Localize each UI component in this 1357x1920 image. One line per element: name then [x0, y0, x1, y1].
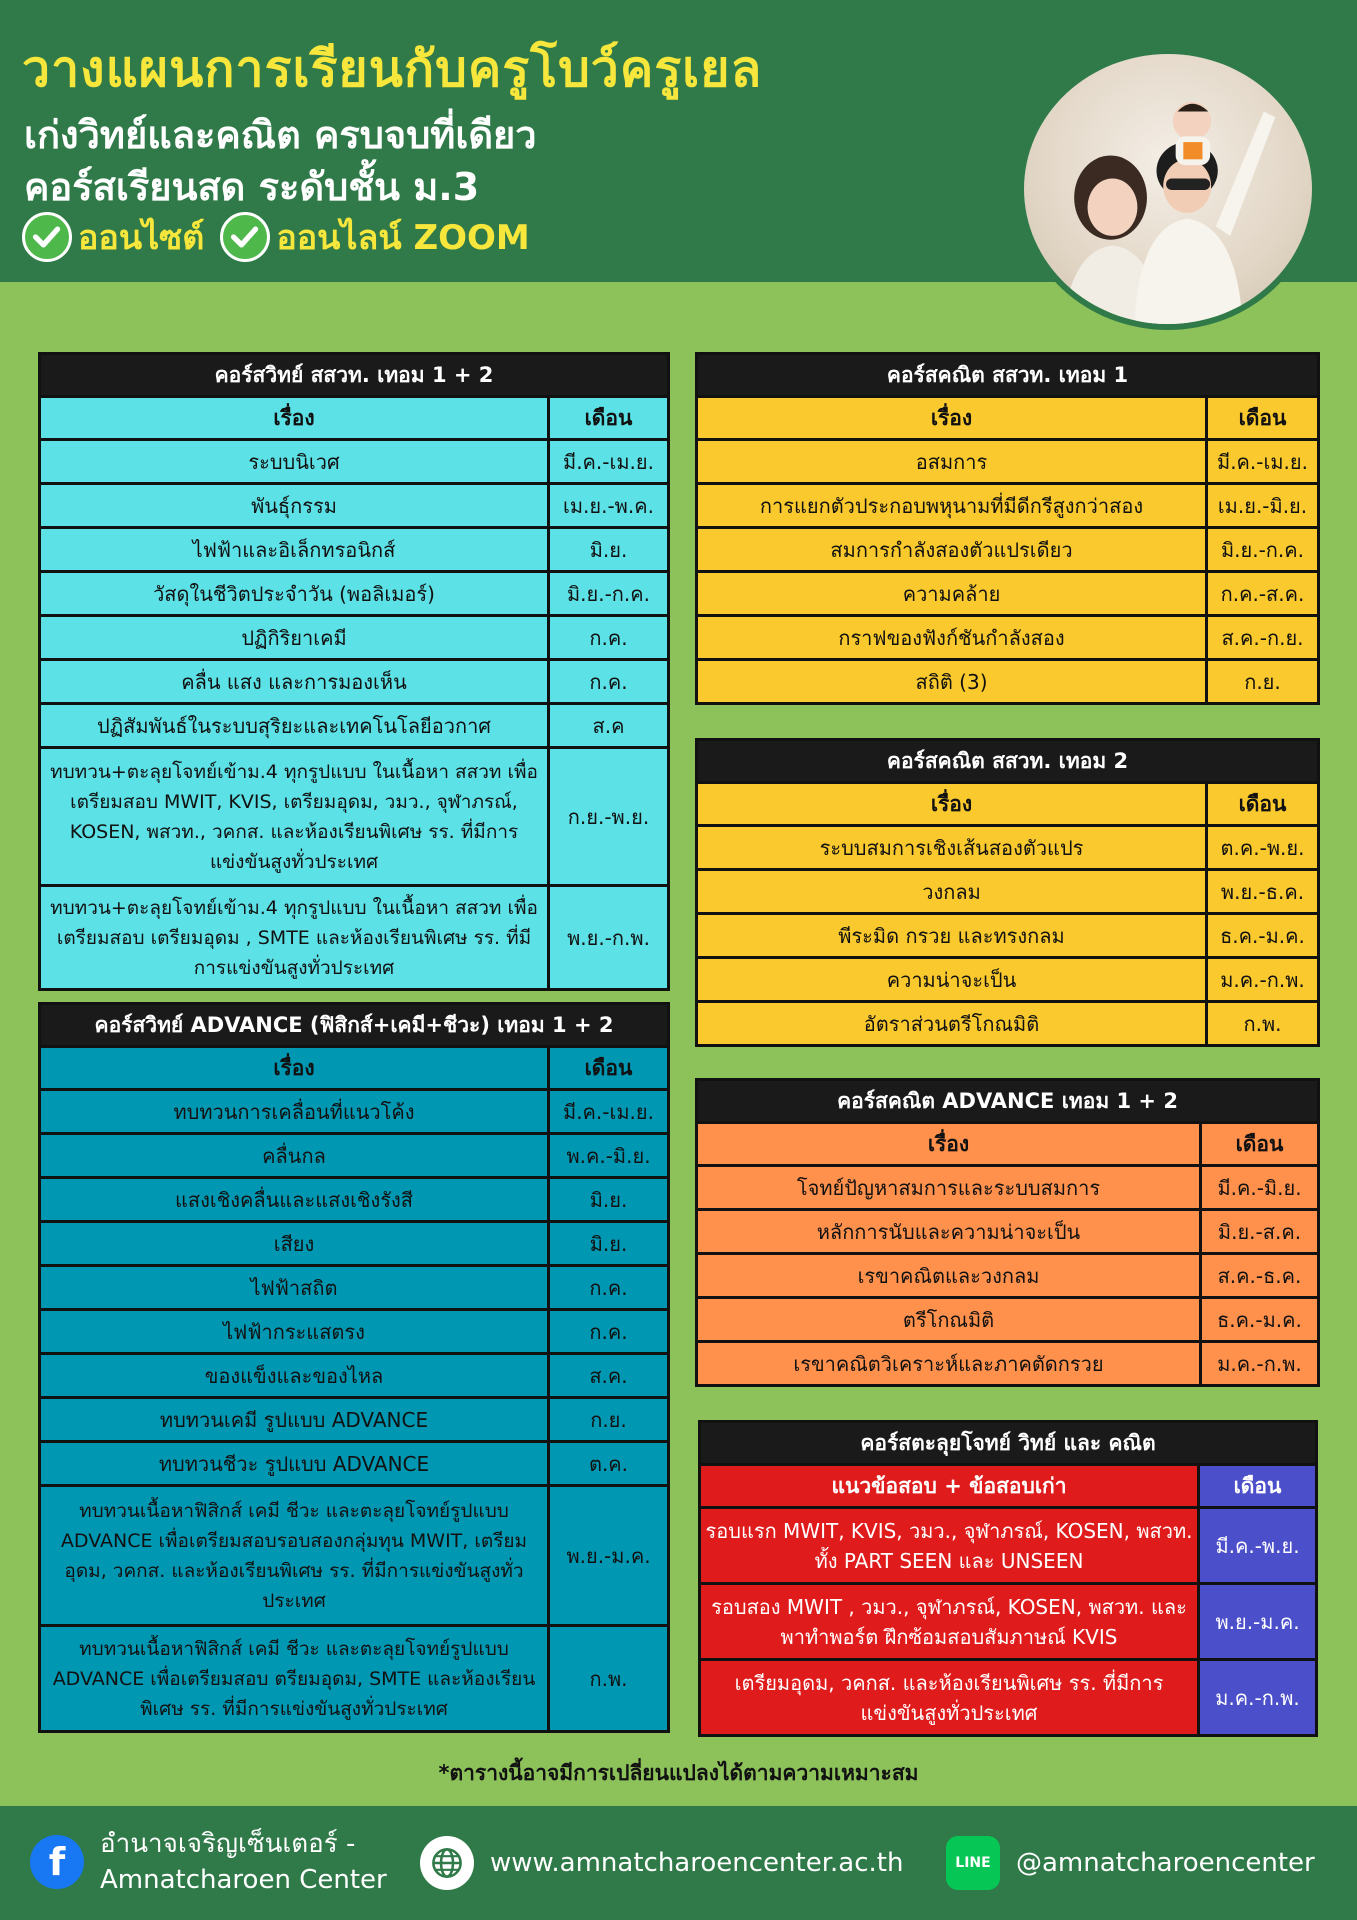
mode-online — [220, 210, 529, 264]
facebook-page-name — [100, 1826, 387, 1898]
column-header-month: เดือน — [1197, 1466, 1315, 1506]
month-cell: ส.ค — [547, 705, 667, 746]
line-id: @amnatcharoencenter — [1016, 1848, 1315, 1878]
topic-cell: สถิติ (3) — [915, 669, 988, 694]
month-cell: มิ.ย.-ก.ค. — [547, 573, 667, 614]
table-title: คอร์สคณิต สสวท. เทอม 2 — [698, 741, 1317, 781]
table-row — [41, 614, 667, 658]
month-cell: มิ.ย. — [547, 1223, 667, 1264]
topic-cell: อัตราส่วนตรีโกณมิติ — [863, 1011, 1040, 1036]
table-row — [698, 1252, 1317, 1296]
table-row — [698, 526, 1317, 570]
month-cell: ต.ค.-พ.ย. — [1205, 827, 1317, 868]
table-header-row — [698, 395, 1317, 438]
topic-cell: พันธุ์กรรม — [251, 493, 337, 518]
line-icon: LINE — [946, 1836, 1000, 1890]
table-title: คอร์สตะลุยโจทย์ วิทย์ และ คณิต — [701, 1423, 1315, 1463]
column-header-month: เดือน — [547, 1048, 667, 1088]
topic-cell: หลักการนับและความน่าจะเป็น — [816, 1219, 1081, 1244]
table-math-term1 — [695, 352, 1320, 705]
table-title: คอร์สคณิต สสวท. เทอม 1 — [698, 355, 1317, 395]
topic-cell: ทบทวนการเคลื่อนที่แนวโค้ง — [173, 1099, 415, 1124]
month-cell: ก.ค. — [547, 661, 667, 702]
column-header-topic: แนวข้อสอบ + ข้อสอบเก่า — [701, 1466, 1197, 1506]
mode-online-label: ออนไลน์ ZOOM — [276, 218, 530, 258]
topic-cell: การแยกตัวประกอบพหุนามที่มีดีกรีสูงกว่าสอง — [759, 493, 1144, 518]
subtitle-2: คอร์สเรียนสด ระดับชั้น ม.3 — [24, 165, 480, 209]
month-cell: ก.พ. — [1205, 1003, 1317, 1044]
month-cell: พ.ย.-ธ.ค. — [1205, 871, 1317, 912]
table-header-row — [698, 781, 1317, 824]
table-row — [698, 1340, 1317, 1384]
topic-cell: วงกลม — [922, 879, 981, 904]
month-cell: มิ.ย.-ก.ค. — [1205, 529, 1317, 570]
topic-cell: เรขาคณิตและวงกลม — [857, 1263, 1040, 1288]
table-row — [698, 658, 1317, 702]
month-cell: ก.ย. — [547, 1399, 667, 1440]
month-cell: เม.ย.-มิ.ย. — [1205, 485, 1317, 526]
topic-cell: เรขาคณิตวิเคราะห์และภาคตัดกรวย — [793, 1351, 1104, 1376]
table-row — [41, 1264, 667, 1308]
month-cell: ส.ค. — [547, 1355, 667, 1396]
facebook-name-line1: อำนาจเจริญเซ็นเตอร์ - — [100, 1829, 356, 1859]
subtitle-1: เก่งวิทย์และคณิต ครบจบที่เดียว — [24, 113, 537, 157]
table-row — [701, 1658, 1315, 1734]
topic-cell: ปฏิสัมพันธ์ในระบบสุริยะและเทคโนโลยีอวกาศ — [97, 713, 491, 738]
topic-cell: อสมการ — [915, 449, 988, 474]
website-link[interactable] — [420, 1836, 903, 1890]
table-header-row — [701, 1463, 1315, 1506]
month-cell: พ.ย.-ก.พ. — [547, 887, 667, 988]
topic-cell: ทบทวนเนื้อหาฟิสิกส์ เคมี ชีวะ และตะลุยโจทย์รูปแบบ ADVANCE เพื่อเตรียมสอบ ตรียมอุดม, SMTE และห้องเรียนพิเศษ รร. ที่มีการแข่งขันสูงทั่วประเทศ — [52, 1637, 536, 1720]
topic-cell: เตรียมอุดม, วคกส. และห้องเรียนพิเศษ รร. ที่มีการแข่งขันสูงทั่วประเทศ — [701, 1661, 1197, 1734]
column-header-month: เดือน — [1205, 398, 1317, 438]
topic-cell: พีระมิด กรวย และทรงกลม — [838, 923, 1065, 948]
line-link[interactable] — [946, 1836, 1315, 1890]
column-header-topic: เรื่อง — [927, 1132, 970, 1156]
topic-cell: ระบบสมการเชิงเส้นสองตัวแปร — [819, 835, 1084, 860]
table-row — [41, 884, 667, 988]
topic-cell: สมการกำลังสองตัวแปรเดียว — [830, 537, 1073, 562]
table-row — [698, 824, 1317, 868]
month-cell: มี.ค.-พ.ย. — [1197, 1509, 1315, 1582]
column-header-month: เดือน — [1205, 784, 1317, 824]
topic-cell: ระบบนิเวศ — [248, 449, 340, 474]
table-row — [41, 526, 667, 570]
month-cell: พ.ย.-ม.ค. — [547, 1487, 667, 1624]
month-cell: เม.ย.-พ.ค. — [547, 485, 667, 526]
topic-cell: ไฟฟ้าสถิต — [250, 1275, 338, 1300]
topic-cell: ทบทวนชีวะ รูปแบบ ADVANCE — [158, 1451, 430, 1476]
table-row — [701, 1506, 1315, 1582]
topic-cell: ของแข็งและของไหล — [204, 1363, 384, 1388]
facebook-icon: f — [30, 1835, 84, 1889]
month-cell: ม.ค.-ก.พ. — [1205, 959, 1317, 1000]
month-cell: ธ.ค.-ม.ค. — [1205, 915, 1317, 956]
topic-cell: วัสดุในชีวิตประจำวัน (พอลิเมอร์) — [153, 581, 435, 606]
check-circle-icon — [22, 212, 72, 262]
table-exam-practice — [698, 1420, 1318, 1737]
month-cell: พ.ค.-มิ.ย. — [547, 1135, 667, 1176]
facebook-name-line2: Amnatcharoen Center — [100, 1865, 387, 1895]
schedule-note: *ตารางนี้อาจมีการเปลี่ยนแปลงได้ตามความเหมาะสม — [438, 1761, 919, 1785]
topic-cell: รอบแรก MWIT, KVIS, วมว., จุฬาภรณ์, KOSEN, พสวท. ทั้ง PART SEEN และ UNSEEN — [701, 1509, 1197, 1582]
month-cell: ม.ค.-ก.พ. — [1197, 1661, 1315, 1734]
column-header-topic: เรื่อง — [930, 406, 973, 430]
globe-icon — [420, 1836, 474, 1890]
month-cell: ส.ค.-ก.ย. — [1205, 617, 1317, 658]
month-cell: ก.ค. — [547, 1311, 667, 1352]
topic-cell: ไฟฟ้าและอิเล็กทรอนิกส์ — [192, 537, 396, 562]
table-math-advance — [695, 1078, 1320, 1387]
column-header-month: เดือน — [1199, 1124, 1317, 1164]
topic-cell: รอบสอง MWIT , วมว., จุฬาภรณ์, KOSEN, พสวท. และพาทำพอร์ต ฝึกซ้อมสอบสัมภาษณ์ KVIS — [701, 1585, 1197, 1658]
topic-cell: ทบทวนเนื้อหาฟิสิกส์ เคมี ชีวะ และตะลุยโจทย์รูปแบบ ADVANCE เพื่อเตรียมสอบรอบสองกลุ่มทุน MWIT, เตรียมอุดม, วคกส. และห้องเรียนพิเศษ รร. ที่มีการแข่งขันสูงทั่วประเทศ — [60, 1499, 528, 1612]
column-header-topic: เรื่อง — [273, 1056, 315, 1080]
topic-cell: ทบทวน+ตะลุยโจทย์เข้าม.4 ทุกรูปแบบ ในเนื้อหา สสวท เพื่อเตรียมสอบ เตรียมอุดม , SMTE และห้องเรียนพิเศษ รร. ที่มีการแข่งขันสูงทั่วประเทศ — [50, 896, 538, 979]
table-science-advance — [38, 1002, 670, 1733]
table-row — [41, 1484, 667, 1624]
topic-cell: ตรีโกณมิติ — [902, 1307, 995, 1332]
table-row — [698, 614, 1317, 658]
month-cell: มิ.ย. — [547, 1179, 667, 1220]
topic-cell: ความน่าจะเป็น — [886, 967, 1017, 992]
table-row — [41, 482, 667, 526]
table-row — [41, 1088, 667, 1132]
month-cell: ก.ค. — [547, 617, 667, 658]
column-header-topic: เรื่อง — [273, 406, 315, 430]
month-cell: มี.ค.-เม.ย. — [547, 441, 667, 482]
learning-modes — [22, 210, 540, 264]
mode-onsite — [22, 210, 204, 264]
table-row — [698, 482, 1317, 526]
table-row — [41, 1352, 667, 1396]
table-header-row — [41, 1045, 667, 1088]
month-cell: มี.ค.-มิ.ย. — [1199, 1167, 1317, 1208]
topic-cell: กราฟของฟังก์ชันกำลังสอง — [838, 625, 1065, 650]
table-title: คอร์สวิทย์ ADVANCE (ฟิสิกส์+เคมี+ชีวะ) เทอม 1 + 2 — [41, 1005, 667, 1045]
mode-onsite-label: ออนไซต์ — [78, 218, 205, 258]
table-row — [41, 1176, 667, 1220]
table-row — [41, 658, 667, 702]
topic-cell: โจทย์ปัญหาสมการและระบบสมการ — [796, 1175, 1101, 1200]
month-cell: พ.ย.-ม.ค. — [1197, 1585, 1315, 1658]
topic-cell: ปฏิกิริยาเคมี — [241, 625, 347, 650]
column-header-month: เดือน — [547, 398, 667, 438]
topic-cell: ทบทวนเคมี รูปแบบ ADVANCE — [159, 1407, 429, 1432]
month-cell: มี.ค.-เม.ย. — [1205, 441, 1317, 482]
table-header-row — [41, 395, 667, 438]
table-row — [41, 1220, 667, 1264]
page-title: วางแผนการเรียนกับครูโบว์ครูเยล — [22, 40, 763, 98]
month-cell: มิ.ย. — [547, 529, 667, 570]
month-cell: ธ.ค.-ม.ค. — [1199, 1299, 1317, 1340]
website-url: www.amnatcharoencenter.ac.th — [490, 1848, 904, 1878]
table-math-term2 — [695, 738, 1320, 1047]
month-cell: ก.ค. — [547, 1267, 667, 1308]
table-row — [698, 1164, 1317, 1208]
month-cell: ม.ค.-ก.พ. — [1199, 1343, 1317, 1384]
table-row — [698, 956, 1317, 1000]
topic-cell: ความคล้าย — [902, 581, 1001, 606]
column-header-topic: เรื่อง — [930, 792, 973, 816]
table-row — [41, 1132, 667, 1176]
table-header-row — [698, 1121, 1317, 1164]
footer — [0, 1806, 1357, 1920]
table-science-basic — [38, 352, 670, 991]
table-title: คอร์สวิทย์ สสวท. เทอม 1 + 2 — [41, 355, 667, 395]
table-row — [41, 702, 667, 746]
table-row — [41, 1396, 667, 1440]
table-row — [698, 570, 1317, 614]
topic-cell: ทบทวน+ตะลุยโจทย์เข้าม.4 ทุกรูปแบบ ในเนื้อหา สสวท เพื่อเตรียมสอบ MWIT, KVIS, เตรียมอุดม, วมว., จุฬาภรณ์, KOSEN, พสวท., วคกส. และห้องเรียนพิเศษ รร. ที่มีการแข่งขันสูงทั่วประเทศ — [50, 760, 538, 873]
topic-cell: ไฟฟ้ากระแสตรง — [223, 1319, 365, 1344]
table-row — [698, 1208, 1317, 1252]
check-circle-icon — [220, 212, 270, 262]
month-cell: ก.ย. — [1205, 661, 1317, 702]
table-row — [698, 438, 1317, 482]
table-row — [41, 746, 667, 884]
facebook-link[interactable] — [30, 1826, 387, 1898]
month-cell: ต.ค. — [547, 1443, 667, 1484]
topic-cell: คลื่น แสง และการมองเห็น — [181, 669, 407, 694]
table-row — [698, 1296, 1317, 1340]
month-cell: ก.ย.-พ.ย. — [547, 749, 667, 884]
month-cell: ก.พ. — [547, 1627, 667, 1730]
topic-cell: แสงเชิงคลื่นและแสงเชิงรังสี — [175, 1187, 413, 1212]
table-row — [698, 912, 1317, 956]
month-cell: ก.ค.-ส.ค. — [1205, 573, 1317, 614]
teachers-photo — [1018, 48, 1318, 330]
table-row — [41, 570, 667, 614]
table-row — [41, 438, 667, 482]
table-title: คอร์สคณิต ADVANCE เทอม 1 + 2 — [698, 1081, 1317, 1121]
table-row — [41, 1308, 667, 1352]
table-row — [698, 868, 1317, 912]
table-row — [698, 1000, 1317, 1044]
month-cell: มิ.ย.-ส.ค. — [1199, 1211, 1317, 1252]
table-row — [701, 1582, 1315, 1658]
month-cell: มี.ค.-เม.ย. — [547, 1091, 667, 1132]
month-cell: ส.ค.-ธ.ค. — [1199, 1255, 1317, 1296]
table-row — [41, 1440, 667, 1484]
topic-cell: เสียง — [273, 1231, 315, 1256]
table-row — [41, 1624, 667, 1730]
topic-cell: คลื่นกล — [262, 1143, 326, 1168]
